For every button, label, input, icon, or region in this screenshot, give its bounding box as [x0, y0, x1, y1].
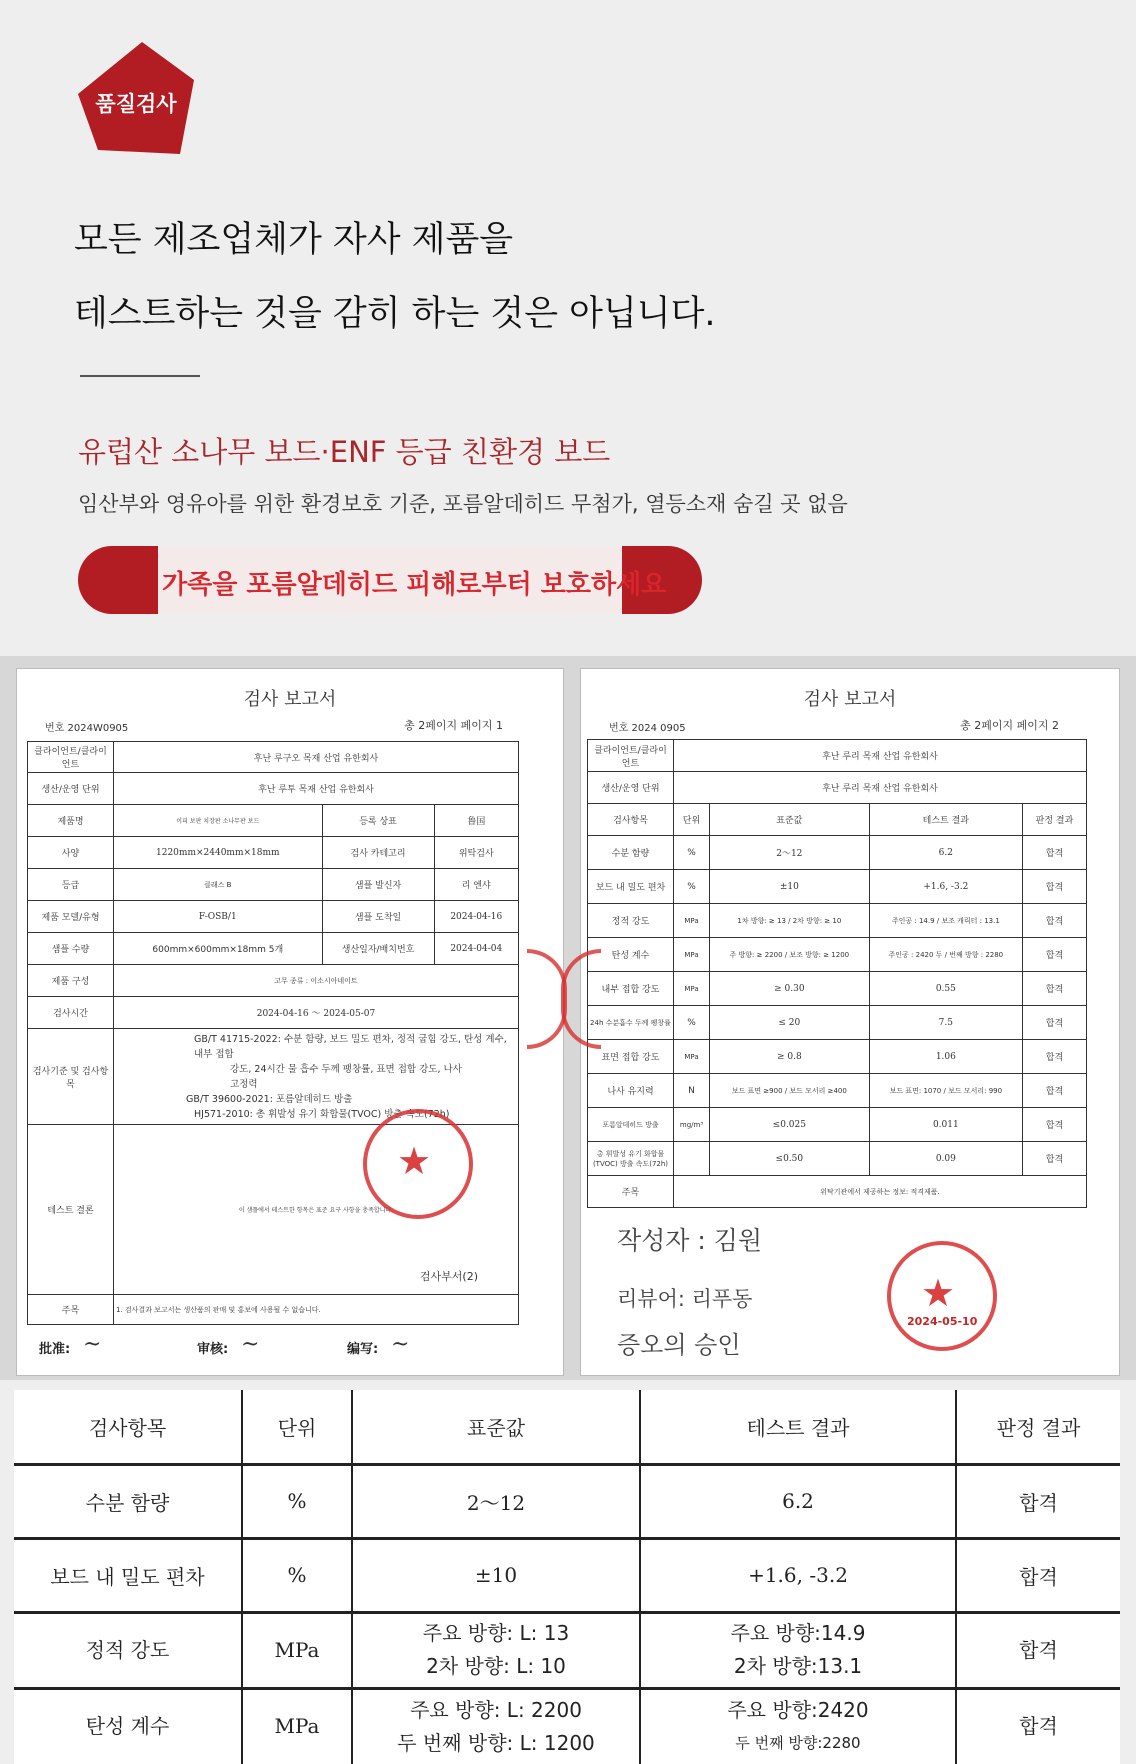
table-header: 검사항목 단위 표준값 테스트 결과 판정 결과	[14, 1390, 1120, 1464]
report-title: 검사 보고서	[803, 689, 897, 710]
report-number: 번호 2024 0905	[609, 723, 686, 734]
description: 임산부와 영유아를 위한 환경보호 기준, 포름알데히드 무첨가, 열등소재 숨길 곳 없음	[78, 492, 848, 516]
approve-signature: ~	[83, 1332, 102, 1357]
headline-line1: 모든 제조업체가 자사 제품을	[74, 220, 514, 260]
approve-label: 批准:	[39, 1342, 71, 1357]
table-row: 정적 강도 MPa 1차 방향: ≥ 13 / 2차 방향: ≥ 10 주인공 : 14.9 / 보조 캐릭터 : 13.1 합격	[588, 904, 1087, 938]
table-row: 표면 접합 강도 MPa ≥ 0.8 1.06 합격	[588, 1040, 1087, 1074]
badge-label: 품질검사	[95, 92, 177, 116]
results-table	[14, 1390, 1120, 1764]
star-icon: ★	[921, 1271, 956, 1315]
official-stamp: ★ 2024-05-10	[887, 1241, 997, 1351]
divider	[80, 375, 200, 377]
review-signature: ~	[241, 1332, 260, 1357]
report-number: 번호 2024W0905	[45, 723, 129, 734]
author-label: 编写:	[347, 1342, 379, 1357]
review-label: 审核:	[197, 1342, 229, 1357]
banner	[78, 546, 702, 614]
official-stamp	[363, 1109, 473, 1219]
table-row: 수분 함량 % 2～12 6.2 합격	[14, 1464, 1120, 1538]
seam-stamp	[561, 949, 601, 1049]
author-signature: ~	[391, 1332, 410, 1357]
star-icon: ★	[397, 1139, 432, 1183]
table-row: 보드 내 밀도 편차 % ±10 +1.6, -3.2 합격	[588, 870, 1087, 904]
table-row: 탄성 계수 MPa 주요 방향: L: 2200 두 번째 방향: L: 1200 주요 방향:2420 두 번째 방향:2280 합격	[14, 1688, 1120, 1764]
table-row: 총 휘발성 유기 화합물(TVOC) 방출 속도(72h) ≤0.50 0.09 합격	[588, 1142, 1087, 1176]
banner-text: 가족을 포름알데히드 피해로부터 보호하세요	[162, 570, 667, 600]
table-row: 포름알데히드 방출 mg/m³ ≤0.025 0.011 합격	[588, 1108, 1087, 1142]
report-page-2	[580, 668, 1120, 1376]
table-row: 나사 유지력 N 보드 표면 ≥900 / 보드 모서리 ≥400 보드 표면: 1070 / 보드 모서리: 990 합격	[588, 1074, 1087, 1108]
headline-line2: 테스트하는 것을 감히 하는 것은 아닙니다.	[74, 294, 716, 334]
subtitle: 유럽산 소나무 보드·ENF 등급 친환경 보드	[78, 435, 611, 469]
report-page-count: 총 2페이지 페이지 1	[404, 719, 503, 732]
report-author: 작성자 : 김원	[617, 1226, 763, 1255]
report-page-count: 총 2페이지 페이지 2	[960, 719, 1059, 732]
report-approver: 증오의 승인	[617, 1331, 741, 1359]
table-row: 수분 함량 % 2～12 6.2 합격	[588, 836, 1087, 870]
table-row: 내부 접합 강도 MPa ≥ 0.30 0.55 합격	[588, 972, 1087, 1006]
report-title: 검사 보고서	[243, 689, 337, 710]
table-row: 24h 수분흡수 두께 팽창률 % ≤ 20 7.5 합격	[588, 1006, 1087, 1040]
report2-table: 클라이언트/클라이언트 후난 루리 목재 산업 유한회사 생산/운영 단위 후난 루리 목재 산업 유한회사 검사항목 단위 표준값 테스트 결과 판정 결과 수분 함량 % 2～12 6.2 합격 보드 내 밀도 편차 % ±10 +1.6, -3.2 합격 정적 강도 MPa 1차 방향: ≥ 13 / 2차 방향: ≥ 10 주인공 : 14.9 / 보조 캐릭터 : 13.1 합격 탄성 계수 MPa 주 방향: ≥ 2200 / 보조 방향: ≥ 1200 주인공 : 2420 두 / 번째 방향 : 2280 합격 내부 접합 강도 MPa ≥ 0.30 0.55 합격 24h 수분흡수 두께 팽창률 % ≤ 20 7.5 합격 표면 접합 강도 MPa ≥ 0.8 1.06 합격 나사 유지력 N 보드 표면 ≥900 / 보드 모서리 ≥400 보드 표면: 1070 / 보드 모서리: 990 합격 포름알데히드 방출 mg/m³ ≤0.025 0.011 합격 총 휘발성 유기 화합물(TVOC) 방출 속도(72h) ≤0.50 0.09 합격 주목 위탁기관에서 제공하는 정보: 적격제품.	[587, 739, 1087, 1208]
hero-section	[0, 0, 1136, 656]
table-row: 보드 내 밀도 편차 % ±10 +1.6, -3.2 합격	[14, 1538, 1120, 1612]
report-reviewer: 리뷰어: 리푸동	[617, 1287, 753, 1311]
report-page-1	[16, 668, 564, 1376]
report1-table: 클라이언트/클라이언트 후난 루구오 목재 산업 유한회사 생산/운영 단위 후난 루투 목재 산업 유한회사 제품명 이피 보판 치장판 소나무판 보드 등록 상표 鲁国 사양 1220mm×2440mm×18mm 검사 카테고리 위탁검사 등급 클래스 B 샘플 발신자 리 엔샤 제품 모델/유형 F-OSB/1 샘플 도착일 2024-04-16 샘플 수량 600mm×600mm×18mm 5개 생산일자/배치번호 2024-04-04 제품 구성 고무 종류 : 이소시아네이트 검사시간 2024-04-16 ～ 2024-05-07 검사기준 및 검사항목 GB/T 41715-2022: 수분 함량, 보드 밀도 편차, 정적 굽힘 강도, 탄성 계수, 내부 접합 강도, 24시간 물 흡수 두께 팽창률, 표면 접합 강도, 나사 고정력 GB/T 39600-2021: 포름알데히드 방출 HJ571-2010: 총 휘발성 유기 화합물(TVOC) 방출 속도(72h) 테스트 결론 이 샘플에서 테스트한 항목은 표준 요구 사항을 충족합니다. 검사부서(2) 주목 1. 검사결과 보고서는 생산품의 판매 및 홍보에 사용될 수 없습니다.	[27, 741, 519, 1325]
table-row: 탄성 계수 MPa 주 방향: ≥ 2200 / 보조 방향: ≥ 1200 주인공 : 2420 두 / 번째 방향 : 2280 합격	[588, 938, 1087, 972]
report-section	[0, 656, 1136, 1380]
table-row: 정적 강도 MPa 주요 방향: L: 13 2차 방향: L: 10 주요 방향:14.9 2차 방향:13.1 합격	[14, 1612, 1120, 1688]
quality-badge	[76, 40, 196, 160]
